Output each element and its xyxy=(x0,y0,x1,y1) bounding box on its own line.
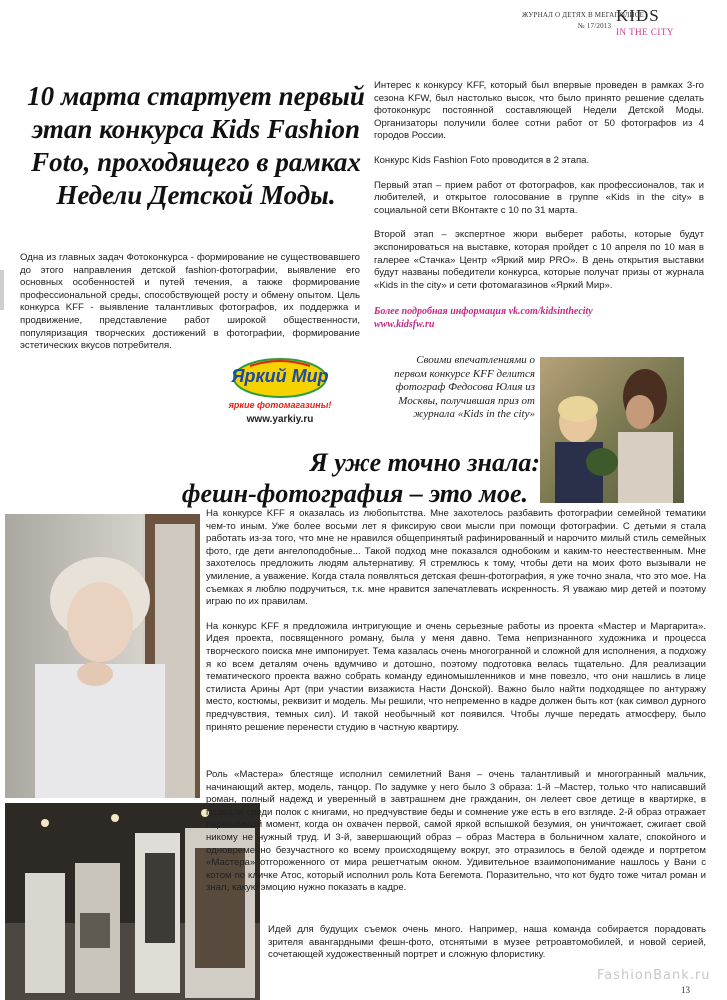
paragraph: На конкурс KFF я предложила интригующие и очень серьезные работы из проекта «Мастер и Маргарита». Идея проекта, посвященного роману, была у меня давно. Тема непризнанного художника и процесса творческого поиска мне импонирует. Тема казалась очень многогранной и сложной для исполнения, а подхожу я ко всем деталям очень вдумчиво и дотошно, поэтому подготовка велась тщательно. Для реализации тематического проекта важно собрать команду единомышленников и мне повезло, что они нашлись в лице стилиста Арины Арт (при участии визажиста Насти Донской). Важно было найти подходящее по антуражу место, костюмы, реквизит и модель. Мы решили, что непременно в кадре должен быть кот (как символ дурного предчувствия, темных сил). И такой необычный кот появился. Чтобы лучше передать атмосферу, было принято решение перенести студию в частную квартиру. xyxy=(206,620,706,733)
interview-body xyxy=(206,508,706,746)
article-headline: 10 марта стартует первый этап конкурса Kids Fashion Foto, проходящего в рамках Недели Детской Моды. xyxy=(27,81,365,210)
interview-body-continued xyxy=(206,769,706,907)
ad-url[interactable]: www.yarkiy.ru xyxy=(246,414,314,425)
logo-kids: KIDS xyxy=(616,6,660,25)
paragraph: Интерес к конкурсу KFF, который был впервые проведен в рамках 3-го сезона KFW, был настолько высок, что было принято решение сделать фотоконкурс постоянной составляющей Недели Детской Моды. Организаторы получили более сотни работ от 50 фотографов из 4 городов России. xyxy=(374,80,704,142)
boy-portrait-photo xyxy=(5,514,200,798)
ad-brand-name: Яркий Мир xyxy=(231,366,329,386)
logo-in-the-city: IN THE CITY xyxy=(616,27,674,37)
paragraph: Роль «Мастера» блестяще исполнил семилетний Ваня – очень талантливый и многогранный мальчик, начинающий актер, модель, танцор. По задумке у него было 3 образа: 1-й –Мастер, только что написавший роман, полный надежд и уверенный в завтрашнем дне гражданин, он лелеет свое детище в квартирке, в подвале среди полок с книгами, но предчувствие беды и сомнение уже есть в его взгляде. 2-й образ отражает переломный момент, когда он охвачен первой, самой яркой вспышкой безумия, он уничтожает, сжигает свой никому не нужный труд. И 3-й, завершающий образ – образ Мастера в больничном халате, спокойного и одновременно безучастного ко всему происходящему вокруг, это отразилось в белой одежде и портретом «Мастера» отгороженного от мира решетчатым окном. Удивительное взаимопонимание нашлось у Вани с котом по кличке Атос, который исполнил роль Кота Бегемота. Поразительно, что кот будто тоже читал роман и знал, какую эмоцию нужно показать в кадре. xyxy=(206,769,706,894)
yarkiy-mir-ad xyxy=(200,358,360,430)
website-link[interactable]: www.kidsfw.ru xyxy=(374,319,435,330)
interview-title-line2: фешн-фотография – это мое. xyxy=(181,479,528,508)
photographer-caption: Своими впечатлениями о первом конкурсе KFF делится фотограф Федосова Юлия из Москвы, получившая приз от журнала «Kids in the city» xyxy=(394,354,535,420)
article-right-column xyxy=(374,80,704,304)
magazine-tagline: ЖУРНАЛ О ДЕТЯХ В МЕГАПОЛИСЕ xyxy=(522,11,645,19)
paragraph: На конкурсе KFF я оказалась из любопытства. Мне захотелось разбавить фотографии семейной тематики чем-то иным. Уже более восьми лет я фиксирую свои мысли при помощи фотографии. С детьми я стала работать из-за того, что мне не нравился общепринятый рафинированный и нарочито милый стиль семейных фото, где дети ангелоподобные... Такой подход мне показался однобоким и каким-то неестественным. Мне захотелось предложить людям альтернативу. Я стремлюсь к тому, чтобы дети на моих фото вызывали не умиление, а уважение. Когда стала появляться детская фешн-фотография, я уже точно знала, что это мое. На съемках я люблю подручиться, т.к. мне нравится запечатлевать искренность. Я уважаю мир детей и поэтому играю по их правилам. xyxy=(206,508,706,608)
article-intro: Одна из главных задач Фотоконкурса - формирование не существовавшего до этого направления детской fashion-фотографии, выявление его основных особенностей и путей течения, а также формирование профессиональной среды, способствующей росту и обмену опытом. Цель конкурса KFF - выявление талантливых фотографов, их поддержка и продвижение, представление работ широкой общественности, популяризация творческих достижений в фотографии, формирование эстетических вкусов потребителя. xyxy=(20,252,360,352)
page-edge-marker xyxy=(0,270,4,310)
paragraph: Первый этап – прием работ от фотографов, как профессионалов, так и любителей, и открытое голосование в группе «Kids in the city» в социальной сети ВКонтакте с 10 по 31 марта. xyxy=(374,179,704,216)
issue-number: № 17/2013 xyxy=(578,22,612,30)
ad-tagline: яркие фотомагазины! xyxy=(228,400,332,410)
more-info-link[interactable]: Более подробная информация vk.com/kidsinthecity xyxy=(374,306,593,317)
paragraph: Конкурс Kids Fashion Foto проводится в 2 этапа. xyxy=(374,154,590,166)
paragraph: Идей для будущих съемок очень много. Например, наша команда собирается порадовать зрителя авангардными фешн-фото, отснятыми в музее ретроавтомобилей, и новой серией, сочетающей художественный портрет и сложную флористику. xyxy=(268,924,706,961)
interview-body-closing xyxy=(268,924,706,974)
watermark: FashionBank.ru xyxy=(597,968,711,983)
paragraph: Второй этап – экспертное жюри выберет работы, которые будут экспонироваться на выставке, которая пройдет с 10 апреля по 10 мая в галерее «Стачка» Центр «Яркий мир PRO». В день открытия выставки будут названы победители конкурса, которые получат призы от журнала «Kids in the city» и сети фотомагазинов «Яркий Мир». xyxy=(374,229,704,291)
mother-child-photo xyxy=(540,357,684,503)
interview-title-line1: Я уже точно знала: xyxy=(309,448,540,477)
page-number: 13 xyxy=(681,985,690,995)
